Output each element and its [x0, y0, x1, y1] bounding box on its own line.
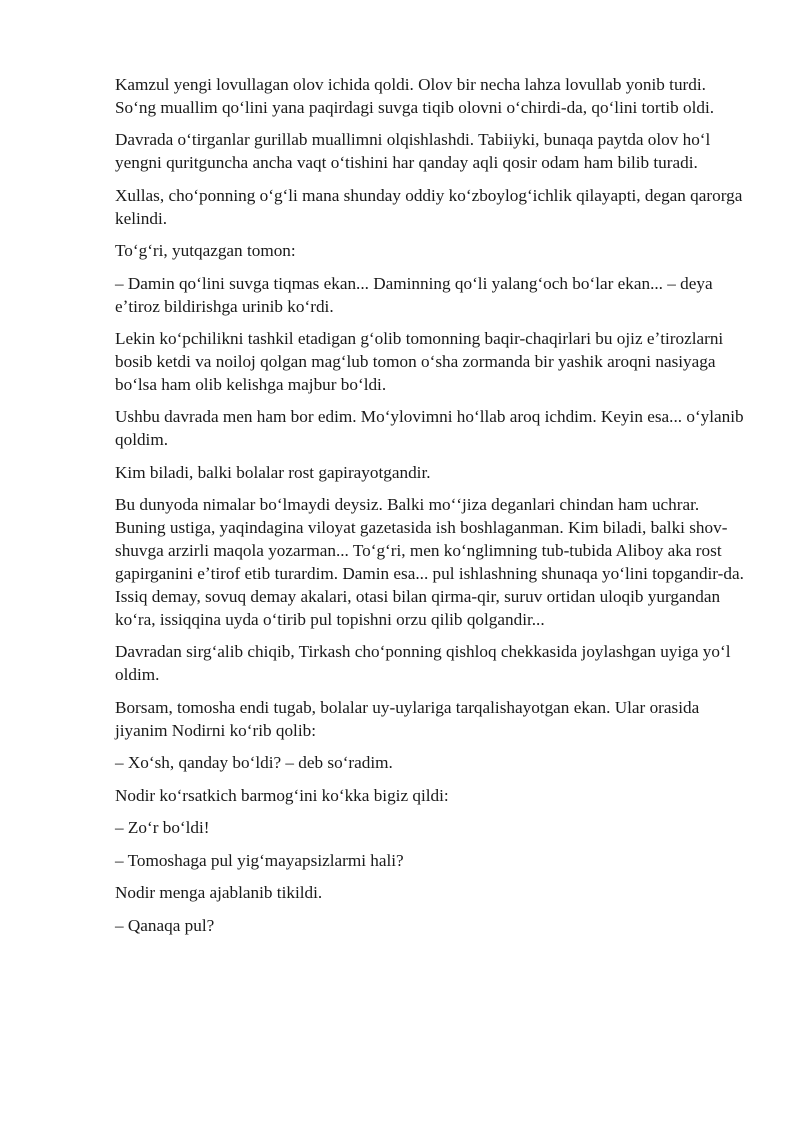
paragraph: Kamzul yengi lovullagan olov ichida qoldi. Olov bir necha lahza lovullab yonib turdi. Soʻng muallim qoʻlini yana paqirdagi suvga tiqib olovni oʻchirdi-da, qoʻlini tortib oldi. [115, 75, 715, 117]
document-page [115, 74, 745, 947]
paragraph: Lekin koʻpchilikni tashkil etadigan gʻolib tomonning baqir-chaqirlari bu ojiz eʼtirozlarni bosib ketdi va noiloj qolgan magʻlub tomon oʻsha zormanda bir yashik aroqni nasiyaga boʻlsa ham olib kelishga majbur boʻldi. [115, 329, 724, 394]
paragraph: Nodir koʻrsatkich barmogʻini koʻkka bigiz qildi: [115, 785, 449, 805]
paragraph: – Damin qoʻlini suvga tiqmas ekan... Daminning qoʻli yalangʻoch boʻlar ekan... – deya eʼtiroz bildirishga urinib koʻrdi. [115, 273, 713, 316]
paragraph: – Xoʻsh, qanday boʻldi? – deb soʻradim. [115, 753, 393, 773]
paragraph: Davradan sirgʻalib chiqib, Tirkash choʻponning qishloq chekkasida joylashgan uyiga yoʻl oldim. [115, 642, 731, 685]
paragraph: Xullas, choʻponning oʻgʻli mana shunday oddiy koʻzboylogʻichlik qilayapti, degan qarorga kelindi. [115, 185, 743, 228]
paragraph: Kim biladi, balki bolalar rost gapirayotgandir. [115, 462, 431, 482]
paragraph: – Zoʻr boʻldi! [115, 818, 210, 838]
paragraph: – Qanaqa pul? [115, 915, 215, 935]
paragraph: Davrada oʻtirganlar gurillab muallimni olqishlashdi. Tabiiyki, bunaqa paytda olov hoʻl yengni quritguncha ancha vaqt oʻtishini har qanday aqli qosir odam ham bilib turadi. [115, 130, 711, 173]
paragraph: Borsam, tomosha endi tugab, bolalar uy-uylariga tarqalishayotgan ekan. Ular orasida jiyanim Nodirni koʻrib qolib: [115, 697, 700, 740]
paragraph: Bu dunyoda nimalar boʻlmaydi deysiz. Balki moʻʻjiza deganlari chindan ham uchrar. Buning ustiga, yaqindagina viloyat gazetasida ish boshlaganman. Kim biladi, balki shov-shuvga arzirli maqola yozarman... Toʻgʻri, men koʻnglimning tub-tubida Aliboy aka rost gapirganini eʼtirof etib turardim. Damin esa... pul ishlashning shunaqa yoʻlini topgandir-da. Issiq demay, sovuq demay akalari, otasi bilan qirma-qir, suruv ortidan uloqib yurgandan koʻra, issiqqina uyda oʻtirib pul topishni orzu qilib qolgandir... [115, 495, 744, 629]
paragraph: Ushbu davrada men ham bor edim. Moʻylovimni hoʻllab aroq ichdim. Keyin esa... oʻylanib qoldim. [115, 407, 744, 450]
paragraph: – Tomoshaga pul yigʻmayapsizlarmi hali? [115, 850, 404, 870]
paragraph: Nodir menga ajablanib tikildi. [115, 883, 323, 903]
paragraph: Toʻgʻri, yutqazgan tomon: [115, 241, 296, 261]
